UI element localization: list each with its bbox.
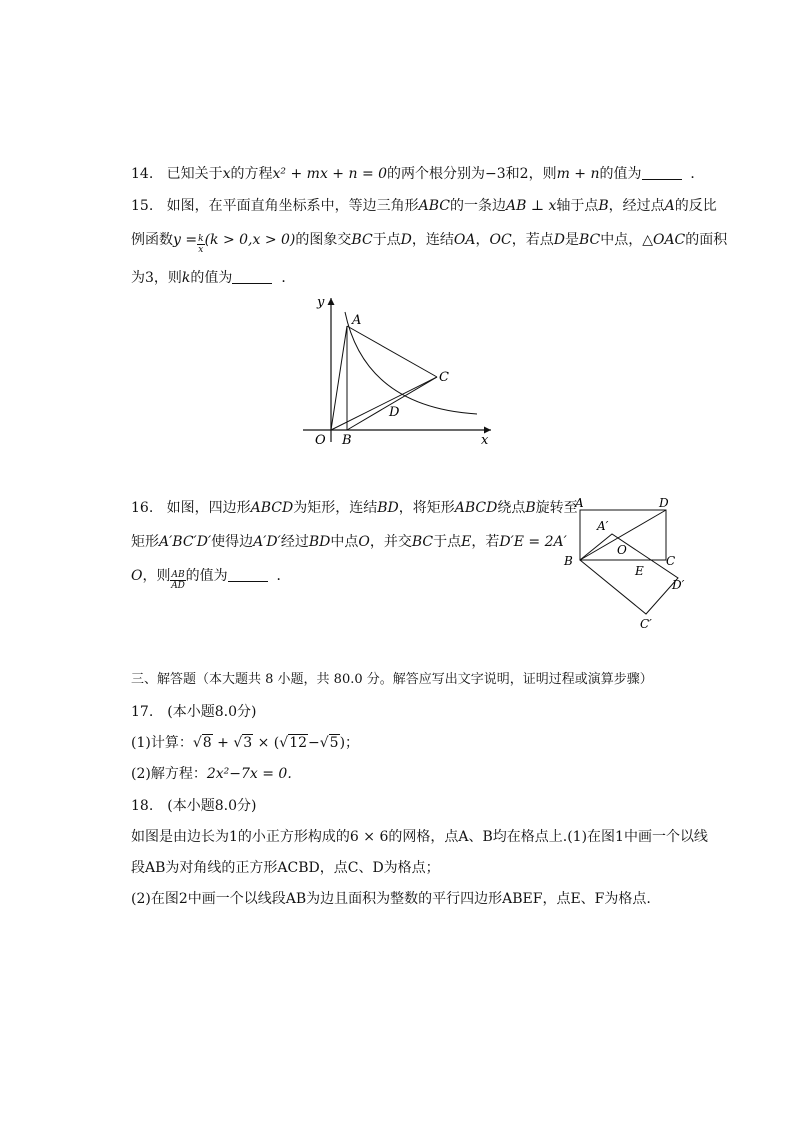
segment-OA: [331, 326, 347, 430]
question-number: 16.: [131, 500, 154, 516]
answer-blank[interactable]: [228, 567, 268, 582]
hyperbola-curve: [345, 312, 477, 414]
label-A: A: [575, 496, 584, 510]
question-16-line-2: 矩形A′BC′D′使得边A′D′经过BD中点O，并交BC于点E，若D′E = 2A′: [131, 534, 567, 550]
question-15-line-2: 例函数y = $\frac{k}{x}$ (k > 0,x > 0)的图象交BC于点D，连结OA，OC，若点D是BC中点，△OAC的面积: [131, 232, 728, 255]
answer-blank[interactable]: [642, 165, 682, 180]
label-C1: C′: [640, 617, 652, 631]
label-D1: D′: [672, 578, 685, 592]
question-18-line-2: 段AB为对角线的正方形ACBD，点C、D为格点；: [131, 860, 440, 876]
question-18-line-3: (2)在图2中画一个以线段AB为边且面积为整数的平行四边形ABEF，点E、F为格点.: [131, 891, 651, 907]
question-17-header: 17. (本小题8.0分): [131, 704, 257, 720]
label-y: y: [317, 295, 325, 310]
label-O: O: [617, 543, 627, 557]
segment-AC: [347, 326, 437, 377]
label-O: O: [315, 433, 326, 448]
fraction-k-over-x: $\frac{k}{x}$: [198, 234, 204, 255]
question-14: 14. 已知关于x的方程x² + mx + n = 0的两个根分别为−3和2，则m + n的值为 ．: [131, 166, 705, 182]
label-D: D: [389, 405, 400, 420]
label-C: C: [666, 554, 676, 568]
label-B: B: [342, 433, 352, 448]
fraction-AB-over-AD: $\frac{AB}{AD}$: [171, 570, 185, 591]
figure-16-rotated-rectangle: [560, 496, 700, 636]
label-A1: A′: [597, 519, 609, 533]
label-C: C: [439, 370, 449, 385]
question-number: 15.: [131, 198, 154, 214]
label-x: x: [481, 433, 489, 448]
section-heading: 三、解答题（本大题共 8 小题，共 80.0 分。解答应写出文字说明，证明过程或演算步骤）: [131, 672, 653, 687]
label-B: B: [564, 554, 573, 568]
label-E: E: [635, 564, 644, 578]
label-A: A: [352, 313, 362, 328]
question-15-line-1: 15. 如图，在平面直角坐标系中，等边三角形ABC的一条边AB ⊥ x轴于点B，经过点A的反比: [131, 198, 717, 214]
question-16-line-1: 16. 如图，四边形ABCD为矩形，连结BD，将矩形ABCD绕点B旋转至: [131, 500, 578, 516]
answer-blank[interactable]: [232, 269, 272, 284]
rectangle-A1BC1D1: [580, 534, 678, 614]
question-17-part-2: (2)解方程：2x²−7x = 0.: [131, 766, 292, 782]
question-16-line-3: O，则 $\frac{AB}{AD}$ 的值为 ．: [131, 568, 291, 591]
question-number: 14.: [131, 166, 154, 182]
label-D: D: [659, 496, 669, 510]
question-15-line-3: 为3，则k的值为 ．: [131, 270, 296, 286]
question-18-line-1: 如图是由边长为1的小正方形构成的6 × 6的网格，点A、B均在格点上.(1)在图1中画一个以线: [131, 829, 708, 845]
question-17-part-1: (1)计算：√8 + √3 × (√12−√5)；: [131, 735, 360, 751]
question-18-header: 18. (本小题8.0分): [131, 798, 257, 814]
figure-15-coordinate-plane: [295, 292, 505, 452]
